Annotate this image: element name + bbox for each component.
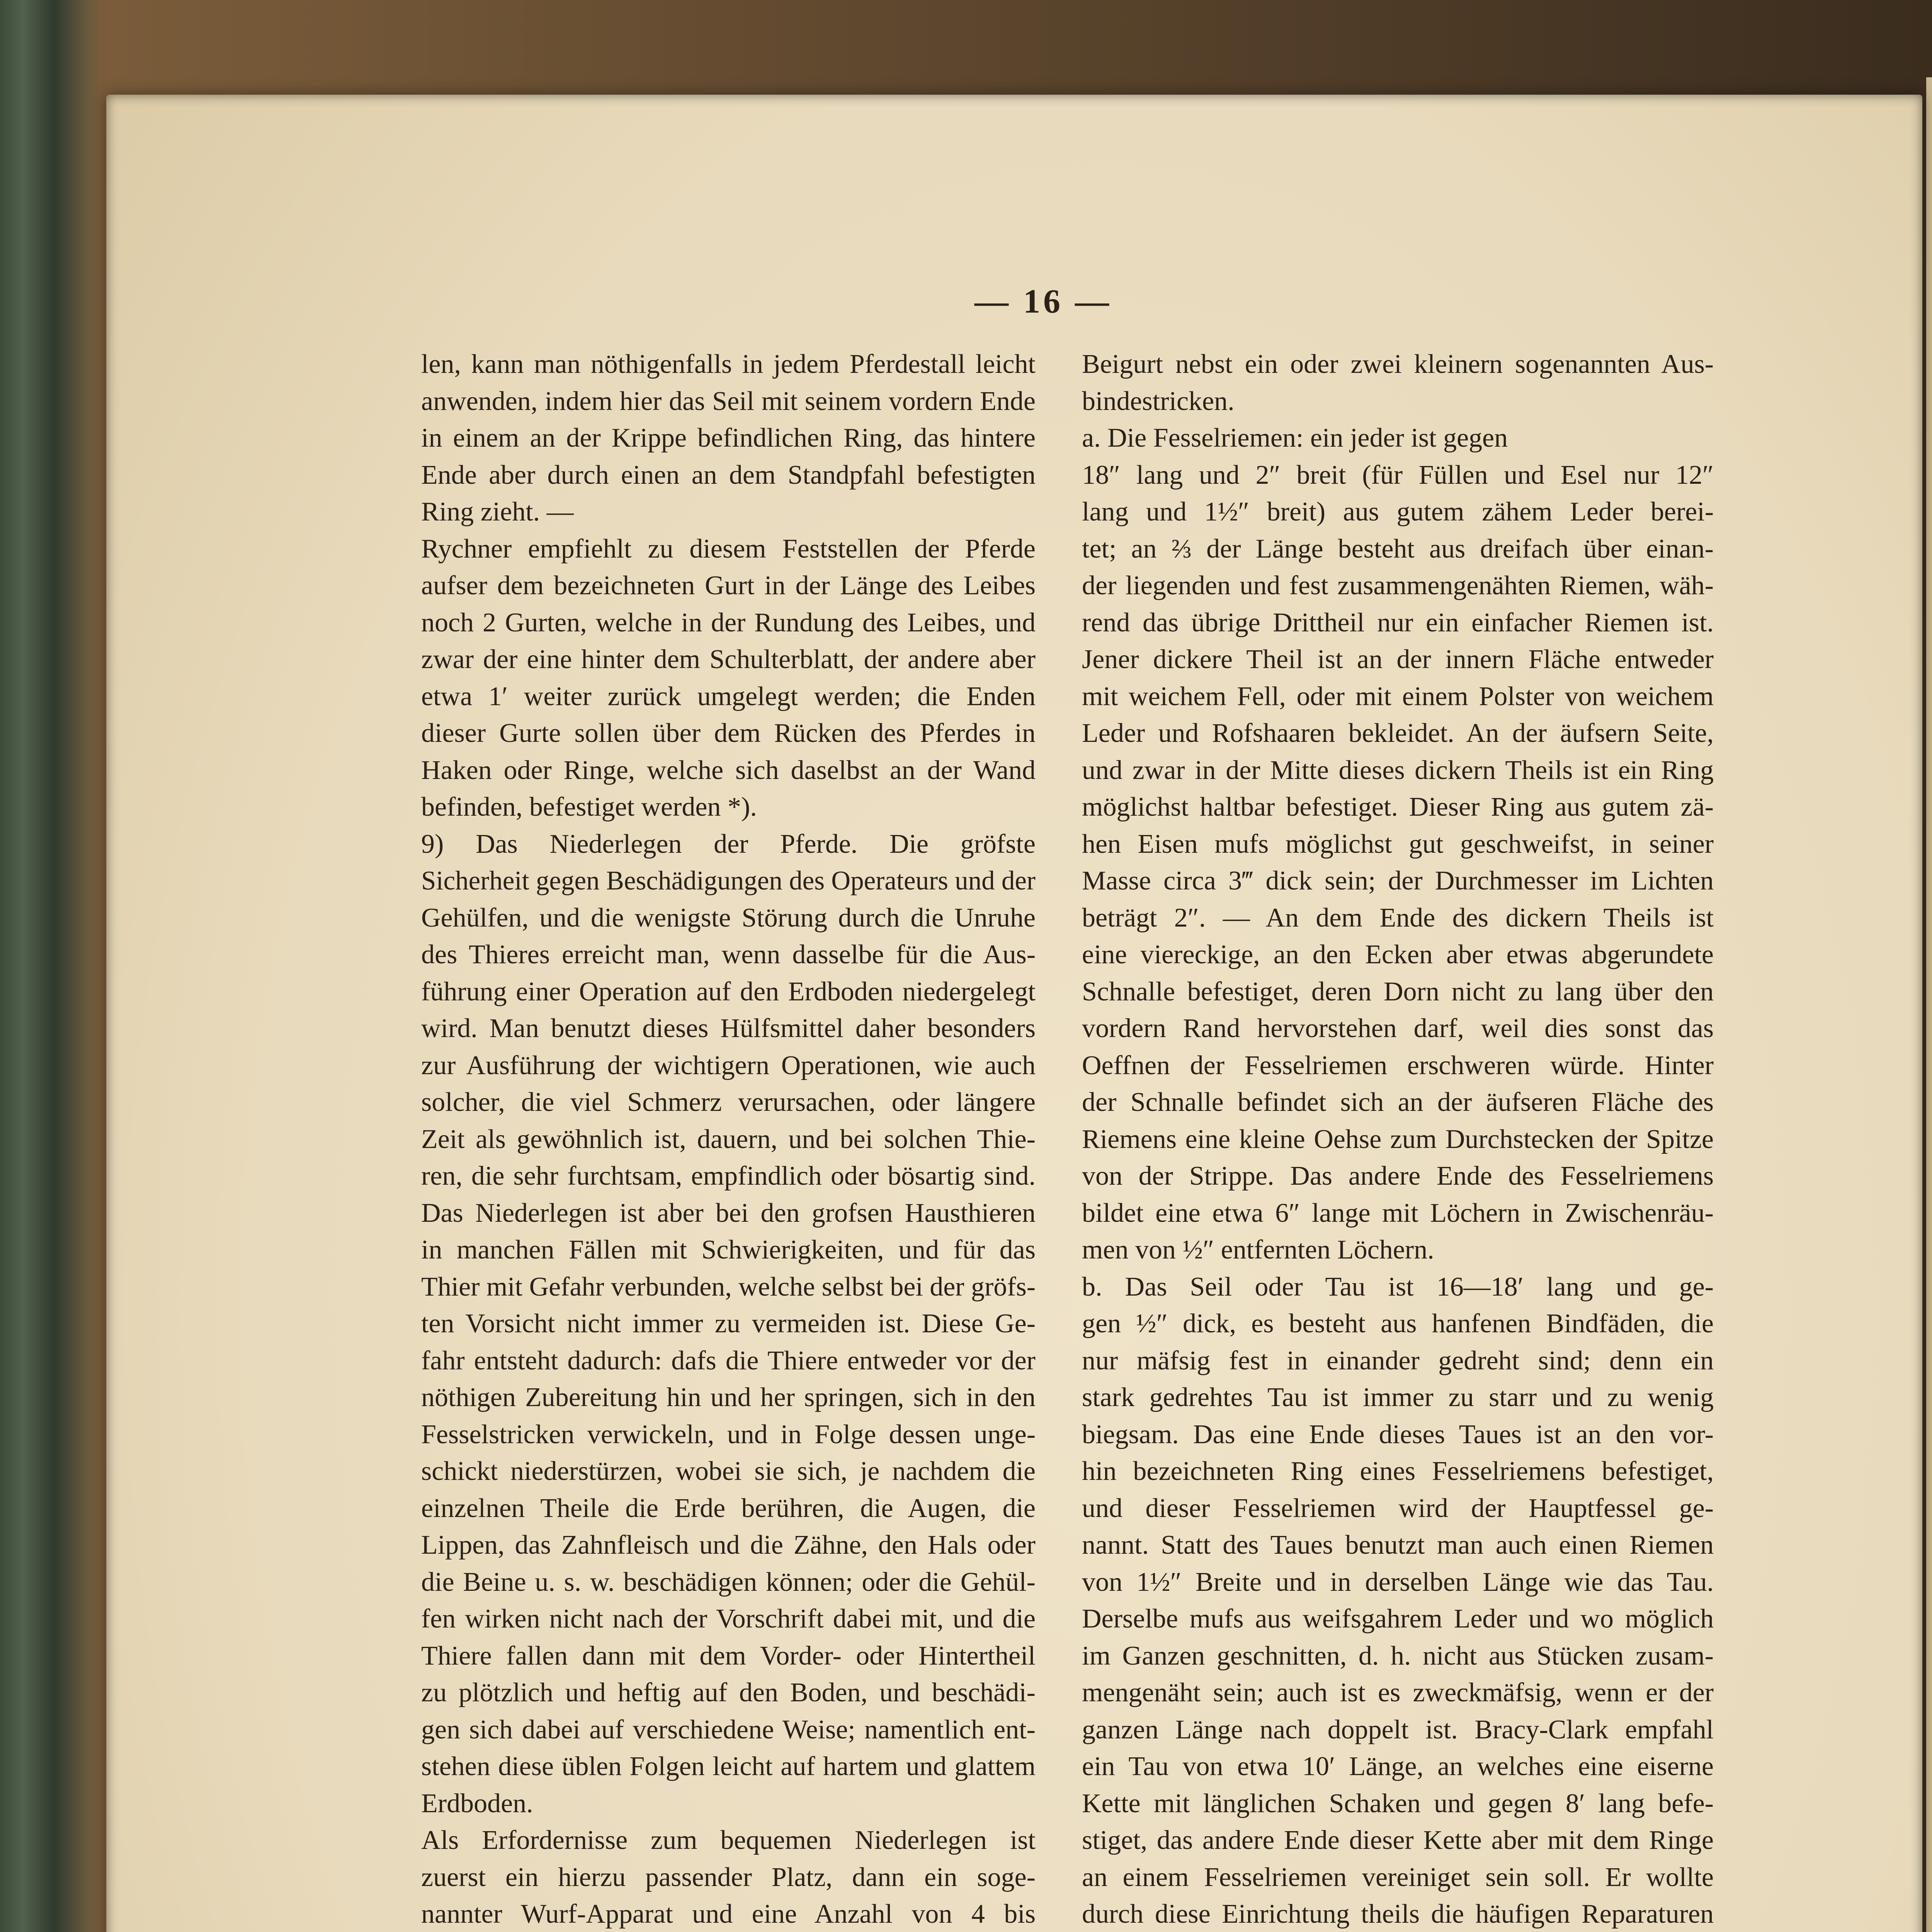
text-line: bildet eine etwa 6″ lange mit Löchern in Zwischenräu- [1082, 1198, 1714, 1228]
text-line: 9) Das Niederlegen der Pferde. Die gröfste [421, 829, 1036, 859]
text-line: Zeit als gewöhnlich ist, dauern, und bei solchen Thie- [421, 1124, 1036, 1154]
text-line: nur mäfsig fest in einander gedreht sind; denn ein [1082, 1345, 1714, 1376]
text-line: Das Niederlegen ist aber bei den grofsen Hausthieren [421, 1198, 1036, 1228]
text-line: des Thieres erreicht man, wenn dasselbe für die Aus- [421, 940, 1036, 969]
text-line: Lippen, das Zahnfleisch und die Zähne, den Hals oder [421, 1530, 1036, 1560]
text-line: len, kann man nöthigenfalls in jedem Pferdestall leicht [421, 349, 1036, 379]
text-line: mengenäht sein; auch ist es zweckmäfsig, wenn er der [1082, 1678, 1714, 1708]
text-line: Beigurt nebst ein oder zwei kleinern sogenannten Aus- [1082, 349, 1714, 379]
text-line: der Schnalle befindet sich an der äufseren Fläche des [1082, 1087, 1714, 1117]
text-line: in manchen Fällen mit Schwierigkeiten, und für das [421, 1235, 1036, 1265]
text-line: a. Die Fesselriemen: ein jeder ist gegen [1082, 423, 1508, 453]
text-line: nannter Wurf-Apparat und eine Anzahl von 4 bis [421, 1899, 1036, 1929]
text-line: zuerst ein hierzu passender Platz, dann ein soge- [421, 1862, 1036, 1892]
text-line: aufser dem bezeichneten Gurt in der Länge des Leibes [421, 571, 1036, 600]
text-line: tet; an ⅔ der Länge besteht aus dreifach über einan- [1082, 534, 1714, 564]
text-line: ten Vorsicht nicht immer zu vermeiden ist. Diese Ge- [421, 1309, 1036, 1338]
text-line: in einem an der Krippe befindlichen Ring, das hintere [421, 423, 1036, 453]
text-line: nannt. Statt des Taues benutzt man auch einen Riemen [1082, 1530, 1714, 1560]
text-line: Sicherheit gegen Beschädigungen des Operateurs und der [421, 866, 1036, 896]
text-line: der liegenden und fest zusammengenähten Riemen, wäh- [1082, 571, 1714, 600]
text-line: ganzen Länge nach doppelt ist. Bracy-Clark empfahl [1082, 1714, 1714, 1745]
text-line: b. Das Seil oder Tau ist 16—18′ lang und ge- [1082, 1272, 1714, 1302]
text-line: lang und 1½″ breit) aus gutem zähem Leder berei- [1082, 497, 1714, 527]
text-line: eine viereckige, an den Ecken aber etwas abgerundete [1082, 940, 1714, 969]
text-line: Gehülfen, und die wenigste Störung durch die Unruhe [421, 903, 1036, 933]
text-line: Fesselstricken verwickeln, und in Folge dessen unge- [421, 1419, 1036, 1449]
text-line: zur Ausführung der wichtigern Operationen, wie auch [421, 1050, 1036, 1080]
text-line: von der Strippe. Das andere Ende des Fesselriemens [1082, 1161, 1714, 1191]
text-line: Rychner empfiehlt zu diesem Feststellen der Pferde [421, 534, 1036, 564]
text-line: ein Tau von etwa 10′ Länge, an welches eine eiserne [1082, 1752, 1714, 1781]
text-line: Ring zieht. — [421, 497, 574, 527]
right-text-column [1082, 346, 1714, 1932]
text-line: Riemens eine kleine Oehse zum Durchstecken der Spitze [1082, 1124, 1714, 1154]
text-line: möglichst haltbar befestiget. Dieser Ring aus gutem zä- [1082, 792, 1714, 822]
text-line: von 1½″ Breite und in derselben Länge wie das Tau. [1082, 1567, 1714, 1597]
page-number: — 16 — [975, 283, 1112, 320]
text-line: bindestricken. [1082, 386, 1235, 416]
text-line: vordern Rand hervorstehen darf, weil dies sonst das [1082, 1014, 1714, 1043]
text-line: gen sich dabei auf verschiedene Weise; namentlich ent- [421, 1714, 1036, 1745]
text-line: anwenden, indem hier das Seil mit seinem vordern Ende [421, 386, 1036, 416]
text-line: zu plötzlich und heftig auf den Boden, und beschädi- [421, 1678, 1036, 1708]
text-line: und zwar in der Mitte dieses dickern Theils ist ein Ring [1082, 755, 1714, 785]
facing-page-edge [1926, 77, 1932, 1932]
text-line: wird. Man benutzt dieses Hülfsmittel daher besonders [421, 1014, 1036, 1043]
text-line: Erdboden. [421, 1788, 533, 1818]
text-line: Oeffnen der Fesselriemen erschweren würde. Hinter [1082, 1050, 1714, 1080]
text-line: 18″ lang und 2″ breit (für Füllen und Esel nur 12″ [1082, 460, 1714, 490]
text-line: Ende aber durch einen an dem Standpfahl befestigten [421, 460, 1036, 490]
text-line: rend das übrige Drittheil nur ein einfacher Riemen ist. [1082, 607, 1714, 638]
text-line: dieser Gurte sollen über dem Rücken des Pferdes in [421, 718, 1036, 748]
text-line: hin bezeichneten Ring eines Fesselriemens befestiget, [1082, 1456, 1714, 1486]
text-line: Leder und Rofshaaren bekleidet. An der äufsern Seite, [1082, 718, 1714, 748]
text-line: Schnalle befestiget, deren Dorn nicht zu lang über den [1082, 976, 1714, 1007]
text-line: zwar der eine hinter dem Schulterblatt, der andere aber [421, 645, 1036, 674]
text-line: mit weichem Fell, oder mit einem Polster von weichem [1082, 681, 1714, 711]
text-line: und dieser Fesselriemen wird der Hauptfessel ge- [1082, 1493, 1714, 1523]
text-line: fen wirken nicht nach der Vorschrift dabei mit, und die [421, 1604, 1036, 1634]
text-line: Kette mit länglichen Schaken und gegen 8′ lang befe- [1082, 1788, 1714, 1818]
text-line: nöthigen Zubereitung hin und her springen, sich in den [421, 1383, 1036, 1412]
text-line: biegsam. Das eine Ende dieses Taues ist an den vor- [1082, 1419, 1714, 1449]
text-line: noch 2 Gurten, welche in der Rundung des Leibes, und [421, 607, 1036, 638]
text-line: stehen diese üblen Folgen leicht auf hartem und glattem [421, 1752, 1036, 1781]
text-line: Derselbe mufs aus weifsgahrem Leder und wo möglich [1082, 1604, 1714, 1634]
text-line: einzelnen Theile die Erde berühren, die Augen, die [421, 1493, 1036, 1523]
text-line: ren, die sehr furchtsam, empfindlich oder bösartig sind. [421, 1161, 1036, 1191]
text-line: führung einer Operation auf den Erdboden niedergelegt [421, 976, 1036, 1007]
text-line: Als Erfordernisse zum bequemen Niederlegen ist [421, 1825, 1036, 1855]
text-line: stiget, das andere Ende dieser Kette aber mit dem Ringe [1082, 1825, 1714, 1855]
text-line: solcher, die viel Schmerz verursachen, oder längere [421, 1087, 1036, 1117]
text-line: Masse circa 3‴ dick sein; der Durchmesser im Lichten [1082, 866, 1714, 896]
text-line: fahr entsteht dadurch: dafs die Thiere entweder vor der [421, 1345, 1036, 1376]
text-line: beträgt 2″. — An dem Ende des dickern Theils ist [1082, 903, 1714, 933]
text-line: hen Eisen mufs möglichst gut geschweifst, in seiner [1082, 829, 1714, 859]
text-line: Thier mit Gefahr verbunden, welche selbst bei der gröfs- [421, 1272, 1036, 1302]
text-line: im Ganzen geschnitten, d. h. nicht aus Stücken zusam- [1082, 1641, 1714, 1671]
text-line: befinden, befestiget werden *). [421, 792, 757, 822]
text-line: men von ½″ entfernten Löchern. [1082, 1235, 1434, 1265]
text-line: schickt niederstürzen, wobei sie sich, je nachdem die [421, 1456, 1036, 1486]
text-line: stark gedrehtes Tau ist immer zu starr und zu wenig [1082, 1383, 1714, 1412]
text-line: Haken oder Ringe, welche sich daselbst an der Wand [421, 755, 1036, 785]
text-line: durch diese Einrichtung theils die häufigen Reparaturen [1082, 1899, 1714, 1929]
text-line: etwa 1′ weiter zurück umgelegt werden; die Enden [421, 681, 1036, 711]
text-line: an einem Fesselriemen vereiniget sein soll. Er wollte [1082, 1862, 1714, 1892]
text-line: die Beine u. s. w. beschädigen können; oder die Gehül- [421, 1567, 1036, 1597]
text-line: Thiere fallen dann mit dem Vorder- oder Hintertheil [421, 1641, 1036, 1671]
text-line: gen ½″ dick, es besteht aus hanfenen Bindfäden, die [1082, 1309, 1714, 1338]
text-line: Jener dickere Theil ist an der innern Fläche entweder [1082, 645, 1714, 674]
left-text-column [421, 346, 1036, 1932]
